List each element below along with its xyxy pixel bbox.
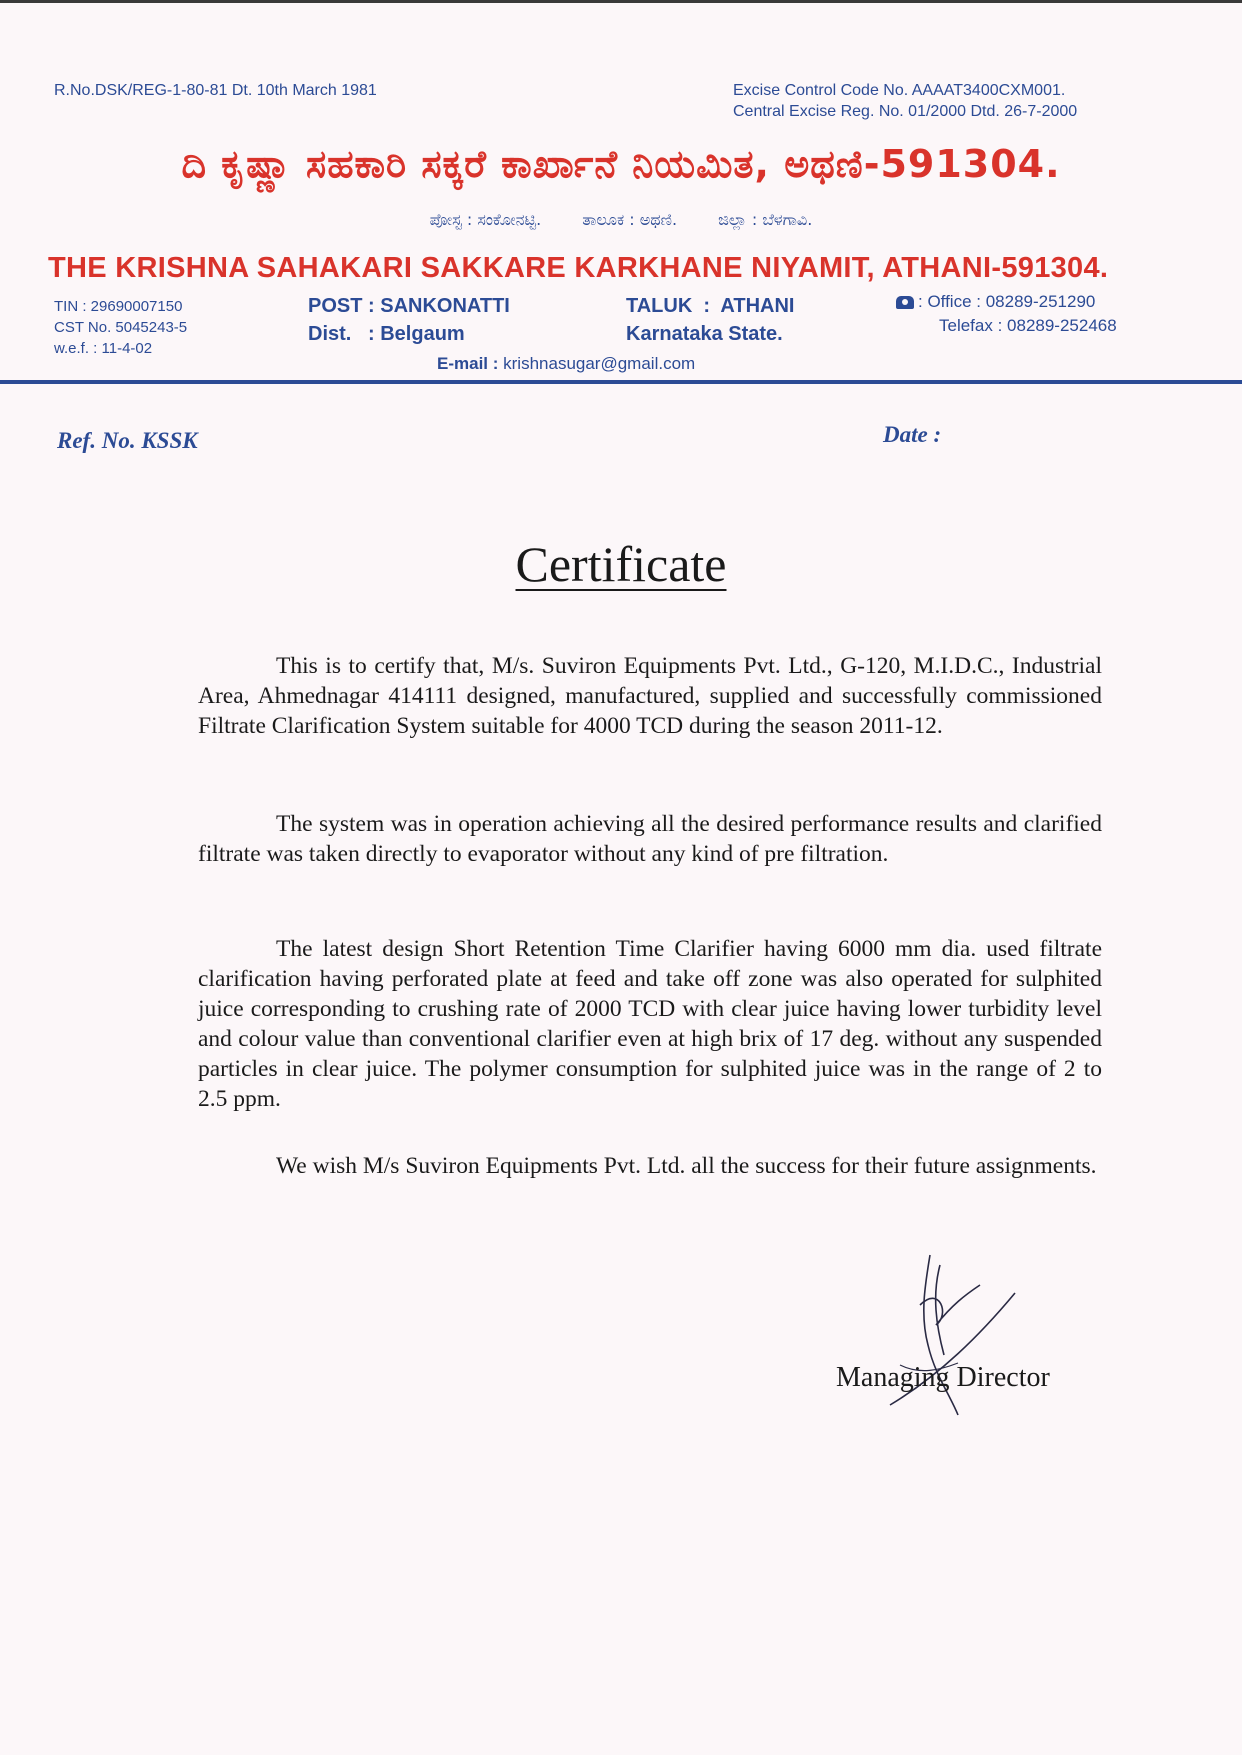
tin-number: TIN : 29690007150 [54,298,183,315]
tax-info [54,296,187,359]
central-excise-reg: Central Excise Reg. No. 01/2000 Dtd. 26-7-2000 [733,103,1078,120]
excise-control-code: Excise Control Code No. AAAAT3400CXM001. [733,82,1066,99]
post-name: POST : SANKONATTI [308,295,510,317]
paragraph-text: This is to certify that, M/s. Suviron Equipments Pvt. Ltd., G-120, M.I.D.C., Industrial Area, Ahmednagar 414111 designed, manufactured, supplied and successfully commissioned Filtrate Clarification System suitable for 4000 TCD during the season 2011-12. [198,653,1102,739]
email-address[interactable]: krishnasugar@gmail.com [503,354,696,373]
kannada-address [0,210,1242,230]
certificate-paragraph-3 [198,934,1102,1114]
wef-date: w.e.f. : 11-4-02 [54,340,153,357]
paragraph-text: We wish M/s Suviron Equipments Pvt. Ltd. all the success for their future assignments. [276,1153,1097,1179]
kannada-taluk: ತಾಲೂಕ : ಅಥಣಿ. [582,210,678,229]
contact-phones [896,290,1117,338]
english-title: THE KRISHNA SAHAKARI SAKKARE KARKHANE NIYAMIT, ATHANI-591304. [48,252,1109,284]
certificate-title-text: Certificate [515,536,727,592]
office-phone: : Office : 08289-251290 [918,292,1096,311]
email-row [437,354,695,374]
kannada-title: ದಿ ಕೃಷ್ಣಾ ಸಹಕಾರಿ ಸಕ್ಕರೆ ಕಾರ್ಖಾನೆ ನಿಯಮಿತ, ಅಥಣಿ-591304. [181,142,1061,186]
certificate-title [0,535,1242,593]
email-label: E-mail : [437,354,499,373]
kannada-post: ಪೋಸ್ಟ : ಸಂಕೋನಟ್ಟಿ. [429,210,542,229]
kannada-district: ಜಿಲ್ಲಾ : ಬೆಳಗಾವಿ. [718,210,813,229]
telephone-icon [896,296,914,309]
telefax: Telefax : 08289-252468 [939,316,1117,335]
taluk-name: TALUK : ATHANI [626,295,795,317]
handwritten-signature [840,1245,1040,1425]
signatory-title: Managing Director [836,1362,1050,1393]
taluk-info [626,292,795,348]
certificate-paragraph-2 [198,809,1102,869]
paragraph-text: The system was in operation achieving all the desired performance results and clarified filtrate was taken directly to evaporator without any kind of pre filtration. [198,811,1102,867]
date-label: Date : [883,422,942,447]
cst-number: CST No. 5045243-5 [54,319,188,336]
district-name: Dist. : Belgaum [308,323,465,345]
registration-number: R.No.DSK/REG-1-80-81 Dt. 10th March 1981 [54,82,377,99]
paragraph-text: The latest design Short Retention Time Clarifier having 6000 mm dia. used filtrate clarification having perforated plate at feed and take off zone was also operated for sulphited juice corresponding to crushing rate of 2000 TCD with clear juice having lower turbidity level and colour value than conventional clarifier even at high brix of 17 deg. without any suspended particles in clear juice. The polymer consumption for sulphited juice was in the range of 2 to 2.5 ppm. [198,936,1102,1112]
reference-number: Ref. No. KSSK [57,428,198,453]
state-name: Karnataka State. [626,323,783,345]
certificate-paragraph-4 [198,1151,1102,1181]
page-top-edge [0,0,1242,3]
post-info [308,292,510,348]
excise-info [733,80,1077,122]
certificate-paragraph-1 [198,651,1102,741]
header-divider [0,380,1242,384]
